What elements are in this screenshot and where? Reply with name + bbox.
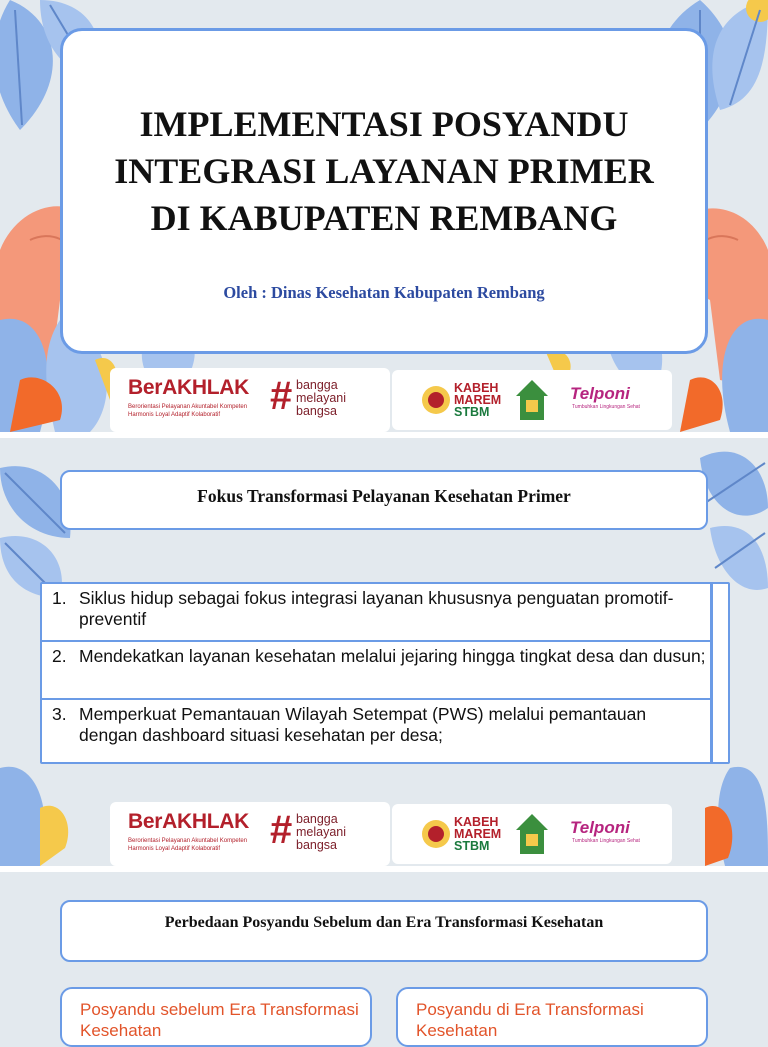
comparison-card-before [60, 987, 372, 1047]
hashtag-icon: # [270, 808, 293, 852]
berakhlak-logo-panel [110, 802, 390, 866]
list-item [42, 700, 710, 760]
list-item-number: 2. [52, 646, 67, 666]
bmb-line-3: bangsa [296, 838, 338, 852]
bangga-melayani-bangsa-logo [296, 813, 346, 852]
section-header-card [60, 900, 708, 962]
table-column-divider [710, 584, 713, 762]
partner-logos-panel [392, 370, 672, 430]
slide-focus [0, 438, 768, 866]
bangga-melayani-bangsa-logo [296, 379, 346, 418]
bmb-line-1: bangga [296, 378, 338, 392]
title-card [60, 28, 708, 354]
comparison-heading-era: Posyandu di Era Transformasi Kesehatan [416, 1000, 644, 1040]
kabeh-marem-stbm-logo [454, 382, 501, 418]
list-item-number: 1. [52, 588, 67, 608]
section-title: Fokus Transformasi Pelayanan Kesehatan Primer [197, 486, 571, 506]
berakhlak-logo: BerAKHLAK [128, 376, 249, 399]
bmb-line-2: melayani [296, 391, 347, 405]
kabeh-marem-stbm-logo [454, 816, 501, 852]
list-item-text: Mendekatkan layanan kesehatan melalui jejaring hingga tingkat desa dan dusun; [79, 646, 706, 666]
comparison-heading-before: Posyandu sebelum Era Transformasi Kesehatan [80, 1000, 359, 1040]
partner-logos-panel [392, 804, 672, 864]
hashtag-icon: # [270, 374, 293, 418]
berakhlak-logo-panel [110, 368, 390, 432]
slide-title [0, 0, 768, 432]
title-line-3: DI KABUPATEN REMBANG [150, 198, 618, 238]
telponi-tagline: Tumbuhkan Lingkungan Sehat [572, 404, 640, 410]
title-line-1: IMPLEMENTASI POSYANDU [139, 104, 629, 144]
title-line-2: INTEGRASI LAYANAN PRIMER [114, 151, 654, 191]
kabeh-line-3: STBM [454, 405, 490, 419]
list-item [42, 642, 710, 700]
berakhlak-tagline: Berorientasi Pelayanan Akuntabel Kompeten Harmonis Loyal Adaptif Kolaboratif [128, 838, 248, 852]
comparison-card-era [396, 987, 708, 1047]
section-title: Perbedaan Posyandu Sebelum dan Era Transformasi Kesehatan [164, 914, 604, 931]
kabeh-marem-emblem-icon [416, 380, 456, 420]
kabeh-line-2: MAREM [454, 393, 502, 407]
page-title [63, 101, 705, 242]
house-emblem-icon [514, 378, 550, 422]
telponi-tagline: Tumbuhkan Lingkungan Sehat [572, 838, 640, 844]
kabeh-line-1: KABEH [454, 381, 499, 395]
list-item-number: 3. [52, 704, 67, 724]
berakhlak-logo: BerAKHLAK [128, 810, 249, 833]
bmb-line-3: bangsa [296, 404, 338, 418]
telponi-logo: Telponi [570, 384, 630, 403]
slide-comparison [0, 872, 768, 1040]
kabeh-line-2: MAREM [454, 827, 502, 841]
bmb-line-2: melayani [296, 825, 347, 839]
kabeh-line-3: STBM [454, 839, 490, 853]
focus-list [40, 582, 730, 764]
author-byline: Oleh : Dinas Kesehatan Kabupaten Rembang [223, 283, 545, 302]
telponi-logo: Telponi [570, 818, 630, 837]
berakhlak-tagline: Berorientasi Pelayanan Akuntabel Kompeten Harmonis Loyal Adaptif Kolaboratif [128, 404, 248, 418]
kabeh-marem-emblem-icon [416, 814, 456, 854]
house-emblem-icon [514, 812, 550, 856]
list-item [42, 584, 710, 642]
list-item-text: Siklus hidup sebagai fokus integrasi layanan khususnya penguatan promotif-preventif [79, 588, 674, 629]
kabeh-line-1: KABEH [454, 815, 499, 829]
section-header-card [60, 470, 708, 530]
list-item-text: Memperkuat Pemantauan Wilayah Setempat (PWS) melalui pemantauan dengan dashboard situasi kesehatan per desa; [79, 704, 647, 745]
bmb-line-1: bangga [296, 812, 338, 826]
